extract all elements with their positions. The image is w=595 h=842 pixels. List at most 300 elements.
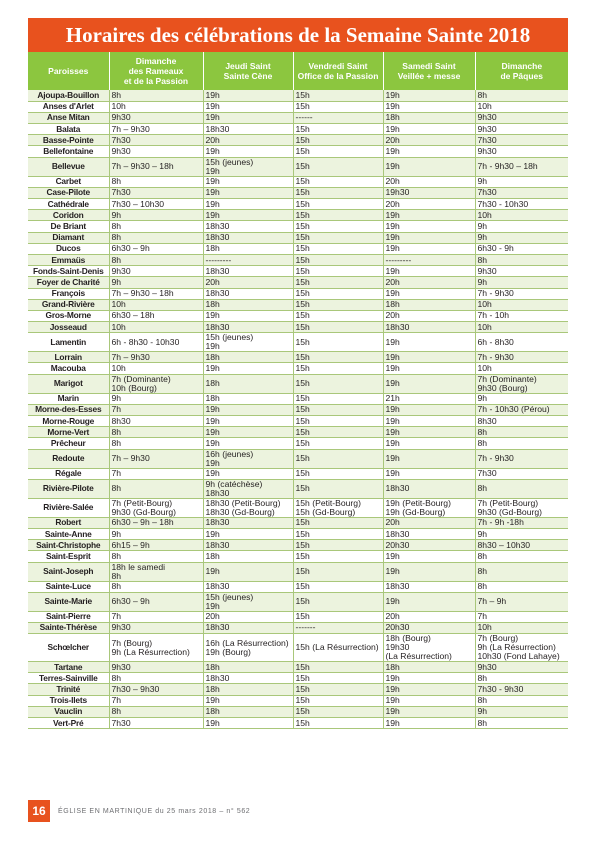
schedule-cell xyxy=(203,374,293,393)
cell-time: 20h xyxy=(385,198,400,209)
schedule-cell xyxy=(203,581,293,592)
paroisse-name: Gros-Morne xyxy=(28,310,109,321)
paroisse-name: Saint-Christophe xyxy=(28,540,109,551)
cell-time: 7h30 xyxy=(111,187,131,198)
paroisse-name: Grand-Rivière xyxy=(28,299,109,310)
table-row xyxy=(28,449,568,468)
schedule-cell xyxy=(203,622,293,633)
schedule-cell xyxy=(203,277,293,288)
cell-time: 19h xyxy=(385,265,400,276)
cell-time: 19h xyxy=(205,198,220,209)
schedule-cell xyxy=(203,611,293,622)
schedule-cell xyxy=(475,199,568,210)
schedule-cell xyxy=(383,266,475,277)
cell-time: 8h xyxy=(111,220,122,231)
schedule-cell xyxy=(475,592,568,611)
schedule-cell xyxy=(475,551,568,562)
cell-time: 9h30 xyxy=(477,146,497,157)
schedule-cell xyxy=(293,352,383,363)
schedule-cell xyxy=(293,146,383,157)
schedule-cell xyxy=(293,438,383,449)
cell-time: 19h xyxy=(385,672,400,683)
paroisse-name: Tartane xyxy=(28,662,109,673)
cell-time: 19h xyxy=(205,468,220,479)
paroisse-name: Carbet xyxy=(28,176,109,187)
cell-time: 20h30 xyxy=(385,539,410,550)
schedule-cell xyxy=(293,299,383,310)
cell-time: 8h xyxy=(477,483,488,494)
schedule-cell xyxy=(293,243,383,254)
schedule-cell xyxy=(203,124,293,135)
schedule-cell xyxy=(109,393,203,404)
cell-time: 16h (La Résurrection) xyxy=(205,637,289,648)
table-row xyxy=(28,662,568,673)
cell-time: 15h xyxy=(295,134,310,145)
schedule-cell xyxy=(109,322,203,333)
cell-time: 15h xyxy=(295,426,310,437)
schedule-cell xyxy=(475,101,568,112)
cell-time: 7h30 xyxy=(477,187,497,198)
schedule-table xyxy=(28,52,568,729)
paroisse-name: Sainte-Marie xyxy=(28,592,109,611)
cell-time: 8h xyxy=(111,706,122,717)
cell-time: 8h xyxy=(477,717,488,728)
cell-time: 7h - 9h30 – 18h xyxy=(477,161,538,172)
schedule-cell xyxy=(109,498,203,517)
cell-time: 7h30 – 9h30 xyxy=(111,684,160,695)
cell-time: 15h xyxy=(295,684,310,695)
schedule-cell xyxy=(475,498,568,517)
paroisse-name: Redoute xyxy=(28,449,109,468)
schedule-cell xyxy=(293,199,383,210)
cell-time: 7h – 9h30 xyxy=(111,453,150,464)
schedule-cell xyxy=(203,243,293,254)
cell-time: 19h (Gd-Bourg) xyxy=(385,506,446,517)
cell-time: 18h xyxy=(205,684,220,695)
schedule-cell xyxy=(293,232,383,243)
schedule-cell xyxy=(109,684,203,695)
cell-time: 15h xyxy=(295,265,310,276)
cell-time: 19h xyxy=(385,351,400,362)
cell-time: 19h xyxy=(205,209,220,220)
cell-time: 15h xyxy=(295,661,310,672)
schedule-cell xyxy=(383,498,475,517)
schedule-cell xyxy=(383,352,475,363)
schedule-cell xyxy=(109,101,203,112)
table-row xyxy=(28,592,568,611)
schedule-cell xyxy=(475,363,568,374)
cell-time: 18h xyxy=(205,393,220,404)
paroisse-name: Foyer de Charité xyxy=(28,277,109,288)
cell-time: 9h30 xyxy=(111,112,131,123)
paroisse-name: Prêcheur xyxy=(28,438,109,449)
table-row xyxy=(28,363,568,374)
cell-time: 19h30 xyxy=(385,187,410,198)
schedule-cell xyxy=(109,124,203,135)
schedule-cell xyxy=(293,592,383,611)
table-row xyxy=(28,718,568,729)
cell-time: 9h30 (Bourg) xyxy=(477,382,528,393)
header-line: de Pâques xyxy=(500,71,544,81)
schedule-cell xyxy=(203,673,293,684)
paroisse-name: Balata xyxy=(28,124,109,135)
table-row xyxy=(28,232,568,243)
col-header-samedi-saint xyxy=(383,52,475,90)
schedule-cell xyxy=(203,551,293,562)
table-row xyxy=(28,299,568,310)
schedule-cell xyxy=(475,404,568,415)
schedule-cell xyxy=(293,517,383,528)
schedule-cell xyxy=(109,404,203,415)
schedule-cell xyxy=(203,592,293,611)
schedule-cell xyxy=(383,112,475,123)
schedule-cell xyxy=(383,581,475,592)
schedule-cell xyxy=(475,374,568,393)
schedule-cell xyxy=(383,232,475,243)
cell-time: 19h xyxy=(205,363,220,374)
schedule-cell xyxy=(293,581,383,592)
cell-time: 8h xyxy=(111,483,122,494)
cell-time: 18h le samedi xyxy=(111,562,166,572)
cell-time: 10h30 (Fond Lahaye) xyxy=(477,651,560,662)
paroisse-name: Bellefontaine xyxy=(28,146,109,157)
schedule-cell xyxy=(383,333,475,352)
cell-time: 18h xyxy=(205,706,220,717)
schedule-cell xyxy=(109,157,203,176)
schedule-cell xyxy=(203,634,293,662)
cell-time: 18h30 xyxy=(385,483,410,494)
schedule-cell xyxy=(109,135,203,146)
header-line: Dimanche xyxy=(501,61,543,71)
cell-time: 10h xyxy=(477,363,492,374)
schedule-cell xyxy=(475,322,568,333)
cell-time: 18h xyxy=(205,550,220,561)
header-line: Paroisses xyxy=(48,66,89,76)
cell-time: 7h - 10h30 (Pérou) xyxy=(477,404,550,415)
schedule-cell xyxy=(203,393,293,404)
schedule-cell xyxy=(383,221,475,232)
schedule-cell xyxy=(109,695,203,706)
schedule-cell xyxy=(383,146,475,157)
cell-time: 9h xyxy=(477,220,488,231)
col-header-jeudi-saint xyxy=(203,52,293,90)
schedule-cell xyxy=(383,634,475,662)
cell-time: 9h30 xyxy=(477,265,497,276)
schedule-cell xyxy=(109,468,203,479)
schedule-cell xyxy=(383,187,475,198)
cell-time: 19h xyxy=(205,176,220,187)
schedule-cell xyxy=(203,540,293,551)
paroisse-name: Saint-Pierre xyxy=(28,611,109,622)
cell-time: 19h xyxy=(205,112,220,123)
cell-time: 8h xyxy=(111,90,122,100)
cell-time: 15h (jeunes) xyxy=(205,592,254,602)
page-number: 16 xyxy=(28,800,50,822)
cell-time: 15h xyxy=(295,336,310,347)
header-line: Dimanche xyxy=(135,56,177,66)
schedule-cell xyxy=(203,266,293,277)
cell-time: 19h xyxy=(205,695,220,706)
cell-time: 15h xyxy=(295,232,310,243)
schedule-cell xyxy=(383,243,475,254)
schedule-cell xyxy=(203,479,293,498)
cell-time: 6h - 8h30 xyxy=(477,336,514,347)
schedule-cell xyxy=(109,176,203,187)
paroisse-name: Cathédrale xyxy=(28,199,109,210)
cell-time: 20h30 xyxy=(385,622,410,633)
paroisse-name: Morne-des-Esses xyxy=(28,404,109,415)
cell-time: 8h xyxy=(111,176,122,187)
cell-time: 15h xyxy=(295,596,310,607)
cell-time: 18h (Bourg) xyxy=(385,633,431,644)
schedule-cell xyxy=(109,611,203,622)
schedule-cell xyxy=(383,695,475,706)
paroisse-name: Sainte-Anne xyxy=(28,528,109,539)
schedule-cell xyxy=(293,288,383,299)
schedule-cell xyxy=(109,427,203,438)
paroisse-name: Basse-Pointe xyxy=(28,135,109,146)
schedule-cell xyxy=(293,374,383,393)
schedule-cell xyxy=(109,622,203,633)
schedule-cell xyxy=(383,562,475,581)
table-row xyxy=(28,157,568,176)
paroisse-name: Robert xyxy=(28,517,109,528)
cell-time: 7h – 9h30 – 18h xyxy=(111,288,174,299)
cell-time: 18h30 xyxy=(205,672,230,683)
cell-time: 15h xyxy=(295,393,310,404)
cell-time: --------- xyxy=(205,254,232,265)
schedule-cell xyxy=(203,449,293,468)
cell-time: 7h xyxy=(111,468,122,479)
paroisse-name: Marin xyxy=(28,393,109,404)
schedule-cell xyxy=(293,718,383,729)
cell-time: 7h – 9h xyxy=(477,596,507,607)
cell-time: 19h xyxy=(385,243,400,254)
schedule-cell xyxy=(293,404,383,415)
cell-time: 18h30 xyxy=(205,265,230,276)
schedule-cell xyxy=(383,254,475,265)
cell-time: 6h30 – 9h xyxy=(111,596,150,607)
cell-time: 7h - 9h30 xyxy=(477,453,514,464)
cell-time: 18h30 xyxy=(385,581,410,592)
cell-time: 16h (jeunes) xyxy=(205,449,254,459)
cell-time: 7h30 - 10h30 xyxy=(477,198,529,209)
schedule-cell xyxy=(109,146,203,157)
cell-time: 19h xyxy=(385,146,400,157)
schedule-cell xyxy=(203,363,293,374)
schedule-cell xyxy=(203,517,293,528)
cell-time: 15h xyxy=(295,539,310,550)
cell-time: 9h xyxy=(111,276,122,287)
cell-time: 15h (jeunes) xyxy=(205,157,254,167)
schedule-cell xyxy=(109,662,203,673)
cell-time: 19h xyxy=(385,232,400,243)
schedule-cell xyxy=(293,427,383,438)
cell-time: 18h xyxy=(205,351,220,362)
schedule-cell xyxy=(475,684,568,695)
cell-time: 19h xyxy=(385,426,400,437)
schedule-cell xyxy=(293,157,383,176)
table-row xyxy=(28,416,568,427)
paroisse-name: François xyxy=(28,288,109,299)
cell-time: 8h xyxy=(111,254,122,265)
schedule-cell xyxy=(293,101,383,112)
schedule-cell xyxy=(475,622,568,633)
paroisse-name: Ajoupa-Bouillon xyxy=(28,90,109,101)
cell-time: 9h (La Résurrection) xyxy=(111,646,190,657)
schedule-cell xyxy=(475,528,568,539)
cell-time: 20h xyxy=(205,276,220,287)
paroisse-name: Anses d'Arlet xyxy=(28,101,109,112)
schedule-cell xyxy=(109,299,203,310)
cell-time: 15h xyxy=(295,146,310,157)
schedule-cell xyxy=(383,684,475,695)
cell-time: 19h xyxy=(385,336,400,347)
cell-time: 8h xyxy=(111,570,122,581)
schedule-cell xyxy=(293,528,383,539)
cell-time: 9h30 xyxy=(111,146,131,157)
cell-time: 9h30 xyxy=(111,622,131,633)
schedule-cell xyxy=(383,363,475,374)
cell-time: 19h xyxy=(385,404,400,415)
cell-time: 9h30 xyxy=(477,112,497,123)
cell-time: 9h xyxy=(111,393,122,404)
cell-time: 15h xyxy=(295,415,310,426)
schedule-cell xyxy=(109,187,203,198)
schedule-cell xyxy=(109,438,203,449)
cell-time: 6h30 – 9h xyxy=(111,243,150,254)
cell-time: 18h xyxy=(205,299,220,310)
header-line: Sainte Cène xyxy=(223,71,273,81)
schedule-cell xyxy=(109,352,203,363)
cell-time: 21h xyxy=(385,393,400,404)
cell-time: 18h30 xyxy=(205,321,230,332)
cell-time: 15h xyxy=(295,672,310,683)
table-row xyxy=(28,673,568,684)
paroisse-name: Lamentin xyxy=(28,333,109,352)
schedule-cell xyxy=(293,479,383,498)
cell-time: 7h - 9h30 xyxy=(477,351,514,362)
col-header-dimanche-paques xyxy=(475,52,568,90)
schedule-cell xyxy=(109,592,203,611)
schedule-cell xyxy=(109,333,203,352)
paroisse-name: Macouba xyxy=(28,363,109,374)
cell-time: 19h xyxy=(205,90,220,100)
cell-time: 15h xyxy=(295,363,310,374)
cell-time: 15h xyxy=(295,209,310,220)
cell-time: 18h xyxy=(385,661,400,672)
table-row xyxy=(28,254,568,265)
cell-time: 19h xyxy=(385,437,400,448)
schedule-cell xyxy=(293,622,383,633)
cell-time: 8h xyxy=(477,566,488,576)
cell-time: 7h (Dominante) xyxy=(111,374,171,384)
schedule-cell xyxy=(109,232,203,243)
schedule-cell xyxy=(383,277,475,288)
paroisse-name: Morne-Rouge xyxy=(28,416,109,427)
cell-time: 8h xyxy=(477,581,488,592)
schedule-cell xyxy=(293,176,383,187)
cell-time: 15h xyxy=(295,581,310,592)
cell-time: 15h xyxy=(295,611,310,622)
header-line: Office de la Passion xyxy=(297,71,379,81)
schedule-cell xyxy=(203,90,293,101)
cell-time: 9h30 xyxy=(111,661,131,672)
schedule-cell xyxy=(203,146,293,157)
schedule-cell xyxy=(475,266,568,277)
cell-time: 7h (Bourg) xyxy=(477,633,519,644)
cell-time: 7h xyxy=(111,611,122,622)
cell-time: 15h xyxy=(295,404,310,415)
schedule-cell xyxy=(475,562,568,581)
cell-time: 20h xyxy=(385,517,400,528)
cell-time: 20h xyxy=(385,176,400,187)
col-header-dimanche-rameaux xyxy=(109,52,203,90)
schedule-cell xyxy=(383,622,475,633)
footer-text: ÉGLISE EN MARTINIQUE du 25 mars 2018 – n° 562 xyxy=(58,807,251,815)
cell-time: 18h30 xyxy=(205,487,230,498)
cell-time: ------ xyxy=(295,112,313,123)
table-row xyxy=(28,288,568,299)
schedule-cell xyxy=(475,449,568,468)
schedule-cell xyxy=(293,112,383,123)
cell-time: 15h xyxy=(295,288,310,299)
schedule-cell xyxy=(203,310,293,321)
cell-time: 10h xyxy=(111,321,126,332)
paroisse-name: Josseaud xyxy=(28,322,109,333)
cell-time: 6h - 8h30 - 10h30 xyxy=(111,336,180,347)
schedule-cell xyxy=(383,468,475,479)
schedule-cell xyxy=(109,528,203,539)
schedule-cell xyxy=(109,479,203,498)
schedule-cell xyxy=(203,718,293,729)
schedule-body xyxy=(28,90,568,729)
cell-time: 9h30 xyxy=(111,265,131,276)
table-row xyxy=(28,333,568,352)
schedule-cell xyxy=(293,210,383,221)
cell-time: 18h30 xyxy=(205,123,230,134)
cell-time: 18h30 xyxy=(385,528,410,539)
schedule-cell xyxy=(109,310,203,321)
cell-time: 7h - 9h -18h xyxy=(477,517,524,528)
table-row xyxy=(28,90,568,101)
schedule-cell xyxy=(203,427,293,438)
cell-time: 19h xyxy=(385,415,400,426)
schedule-cell xyxy=(383,101,475,112)
schedule-cell xyxy=(383,592,475,611)
cell-time: 8h xyxy=(477,695,488,706)
page-title: Horaires des célébrations de la Semaine Sainte 2018 xyxy=(65,22,531,47)
schedule-cell xyxy=(203,232,293,243)
schedule-cell xyxy=(475,221,568,232)
table-row xyxy=(28,622,568,633)
table-row xyxy=(28,438,568,449)
table-row xyxy=(28,176,568,187)
schedule-cell xyxy=(203,498,293,517)
schedule-cell xyxy=(109,210,203,221)
cell-time: 19h xyxy=(385,123,400,134)
schedule-cell xyxy=(109,374,203,393)
cell-time: 7h (Petit-Bourg) xyxy=(477,498,539,508)
cell-time: 8h30 – 10h30 xyxy=(477,539,531,550)
schedule-cell xyxy=(293,662,383,673)
cell-time: 9h xyxy=(111,209,122,220)
cell-time: 7h xyxy=(477,611,488,622)
cell-time: 10h xyxy=(477,321,492,332)
schedule-cell xyxy=(293,322,383,333)
cell-time: 15h xyxy=(295,706,310,717)
paroisse-name: Bellevue xyxy=(28,157,109,176)
